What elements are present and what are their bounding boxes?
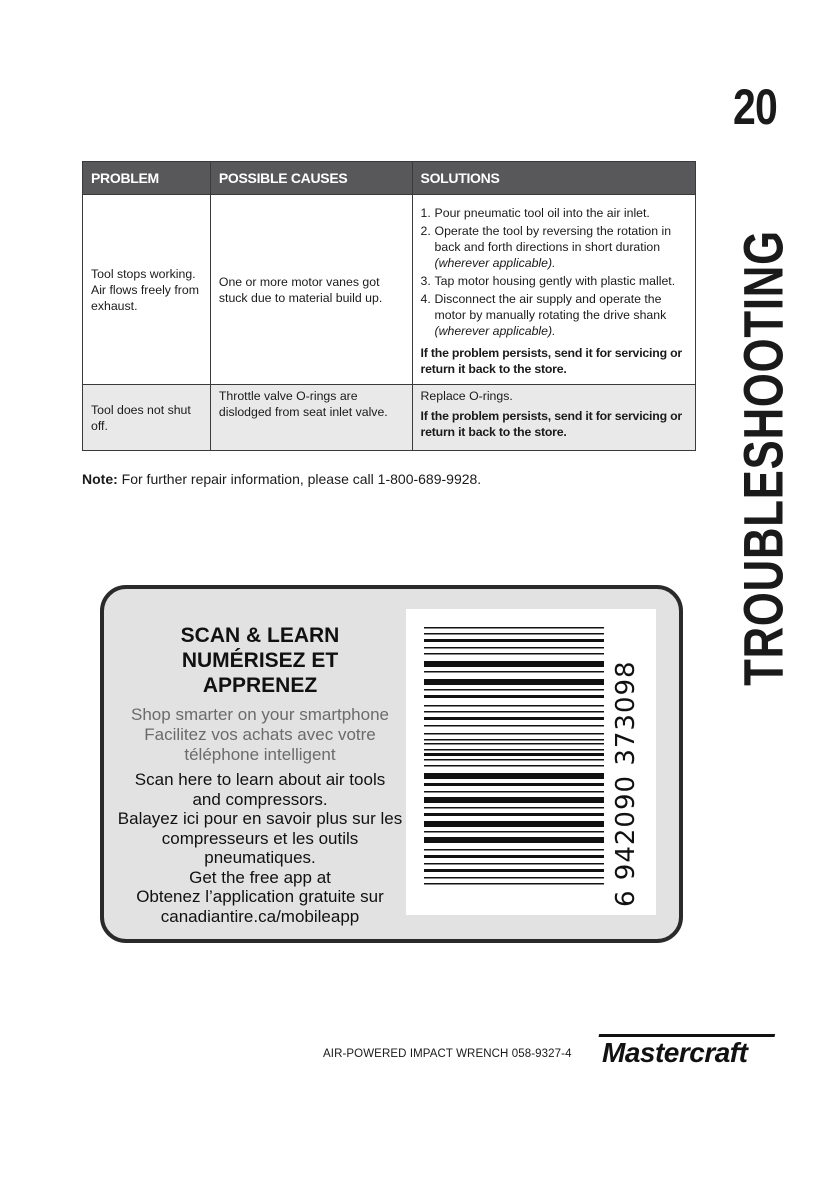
page-number: 20 — [733, 79, 777, 135]
scan-instructions: Scan here to learn about air tools and compressors. Balayez ici pour en savoir plus sur les compresseurs et les outils pneumatiques. Get the free app at Obtenez l’application gratuite sur canadiantire.ca/mobileapp — [104, 770, 416, 926]
mastercraft-logo — [596, 1030, 776, 1070]
repair-note — [82, 471, 481, 487]
persist-note: If the problem persists, send it for servicing or return it back to the store. — [420, 345, 683, 376]
scan-title: SCAN & LEARN NUMÉRISEZ ET APPRENEZ — [180, 624, 340, 697]
table-row — [83, 195, 696, 385]
scan-text-block — [104, 589, 416, 926]
solution-step: 2. Operate the tool by reversing the rotation in back and forth directions in short duration (wherever applicable). — [420, 223, 672, 270]
cause-cell: Throttle valve O-rings are dislodged from seat inlet valve. — [210, 385, 412, 451]
barcode-number: 6 942090 373098 — [611, 660, 641, 907]
table-header-row — [83, 162, 696, 195]
header-problem: PROBLEM — [83, 162, 211, 195]
brand-name: Mastercraft — [602, 1037, 748, 1068]
header-solutions: SOLUTIONS — [412, 162, 695, 195]
solution-step: 4. Disconnect the air supply and operate the motor by manually rotating the drive shank (wherever applicable). — [420, 291, 667, 338]
solution-text: Replace O-rings. — [420, 389, 513, 403]
mobile-app-link[interactable]: canadiantire.ca/mobileapp — [160, 906, 360, 926]
solutions-cell — [412, 385, 695, 451]
troubleshooting-table — [82, 161, 696, 451]
persist-note: If the problem persists, send it for servicing or return it back to the store. — [420, 409, 683, 439]
problem-cell: Tool does not shut off. — [83, 385, 211, 451]
scan-learn-card — [100, 585, 683, 943]
barcode[interactable] — [406, 609, 656, 915]
note-label: Note: — [82, 471, 118, 487]
table-row — [83, 385, 696, 451]
product-label: AIR-POWERED IMPACT WRENCH 058-9327-4 — [323, 1048, 572, 1060]
solutions-cell — [412, 195, 695, 385]
solution-step: 1. Pour pneumatic tool oil into the air inlet. — [420, 205, 650, 220]
section-title: TROUBLESHOOTING — [731, 230, 795, 686]
solution-steps — [421, 205, 687, 339]
scan-subtitle: Shop smarter on your smartphone Facilitez vos achats avec votre téléphone intelligent — [131, 705, 389, 764]
note-text: For further repair information, please call 1-800-689-9928. — [117, 471, 482, 487]
barcode-graphic — [406, 609, 656, 915]
barcode-bars — [424, 627, 604, 885]
solution-step: 3. Tap motor housing gently with plastic mallet. — [420, 273, 676, 288]
problem-cell: Tool stops working. Air flows freely from exhaust. — [83, 195, 211, 385]
header-possible-causes: POSSIBLE CAUSES — [210, 162, 412, 195]
cause-cell: One or more motor vanes got stuck due to material build up. — [210, 195, 412, 385]
